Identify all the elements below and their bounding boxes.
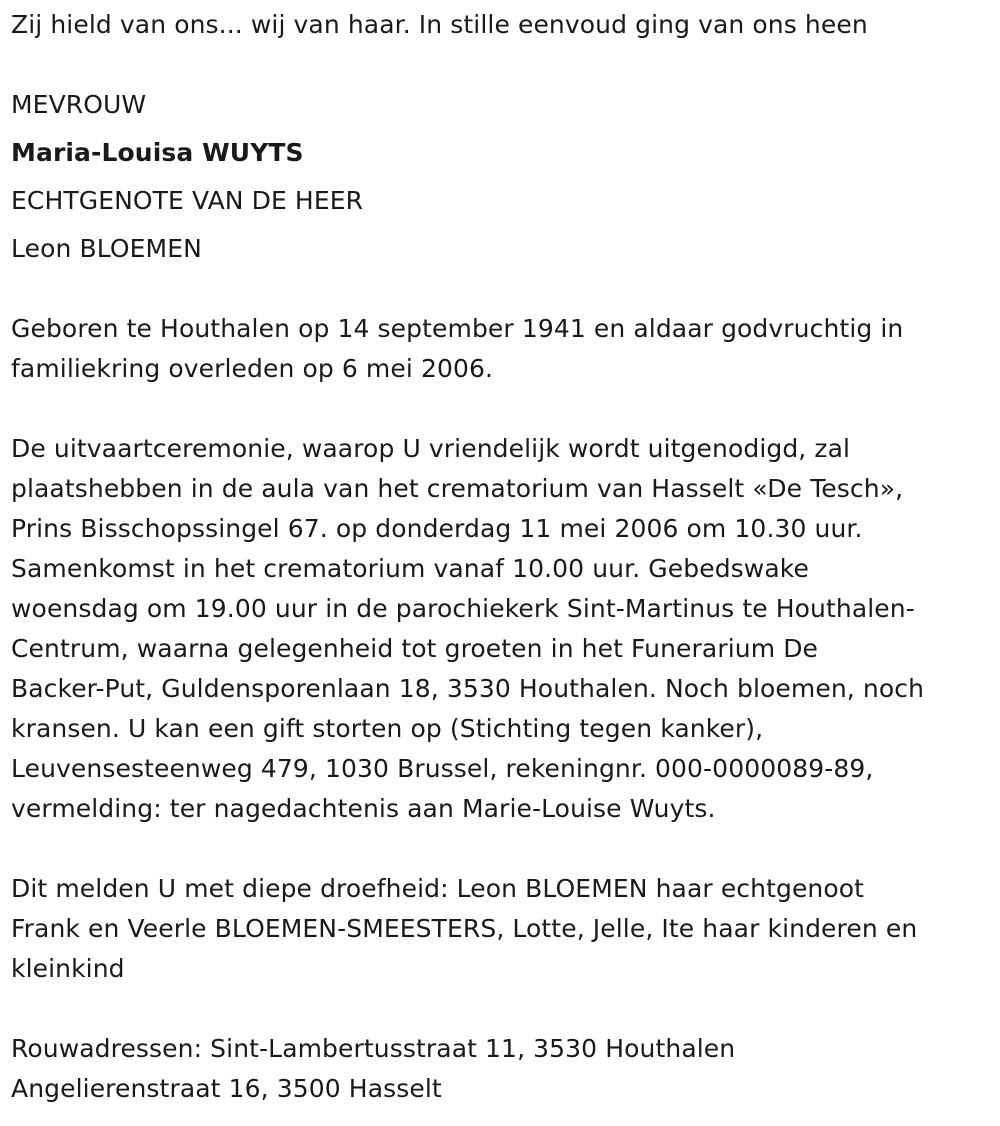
- address-line-2: Angelierenstraat 16, 3500 Hasselt: [11, 1074, 442, 1103]
- spouse-relation: ECHTGENOTE VAN DE HEER: [11, 186, 364, 215]
- salutation: MEVROUW: [11, 90, 147, 119]
- ceremony-line-2: plaatshebben in de aula van het crematorium van Hasselt «De Tesch»,: [11, 474, 904, 503]
- ceremony-line-1: De uitvaartceremonie, waarop U vriendelijk wordt uitgenodigd, zal: [11, 434, 851, 463]
- family-line-2: Frank en Veerle BLOEMEN-SMEESTERS, Lotte, Jelle, Ite haar kinderen en: [11, 914, 918, 943]
- ceremony-line-10: vermelding: ter nagedachtenis aan Marie-Louise Wuyts.: [11, 794, 716, 823]
- ceremony-line-9: Leuvensesteenweg 479, 1030 Brussel, rekeningnr. 000-0000089-89,: [11, 754, 874, 783]
- ceremony-line-8: kransen. U kan een gift storten op (Stichting tegen kanker),: [11, 714, 764, 743]
- intro-line: Zij hield van ons... wij van haar. In stille eenvoud ging van ons heen: [11, 10, 868, 39]
- ceremony-line-3: Prins Bisschopssingel 67. op donderdag 11 mei 2006 om 10.30 uur.: [11, 514, 863, 543]
- family-line-3: kleinkind: [11, 954, 125, 983]
- ceremony-line-4: Samenkomst in het crematorium vanaf 10.00 uur. Gebedswake: [11, 554, 809, 583]
- spouse-name: Leon BLOEMEN: [11, 234, 202, 263]
- birth-death-line-2: familiekring overleden op 6 mei 2006.: [11, 354, 494, 383]
- birth-death-line-1: Geboren te Houthalen op 14 september 1941 en aldaar godvruchtig in: [11, 314, 904, 343]
- deceased-name: Maria-Louisa WUYTS: [11, 138, 304, 167]
- family-line-1: Dit melden U met diepe droefheid: Leon BLOEMEN haar echtgenoot: [11, 874, 865, 903]
- ceremony-line-6: Centrum, waarna gelegenheid tot groeten in het Funerarium De: [11, 634, 819, 663]
- ceremony-line-7: Backer-Put, Guldensporenlaan 18, 3530 Houthalen. Noch bloemen, noch: [11, 674, 925, 703]
- address-line-1: Rouwadressen: Sint-Lambertusstraat 11, 3530 Houthalen: [11, 1034, 736, 1063]
- ceremony-line-5: woensdag om 19.00 uur in de parochiekerk Sint-Martinus te Houthalen-: [11, 594, 915, 623]
